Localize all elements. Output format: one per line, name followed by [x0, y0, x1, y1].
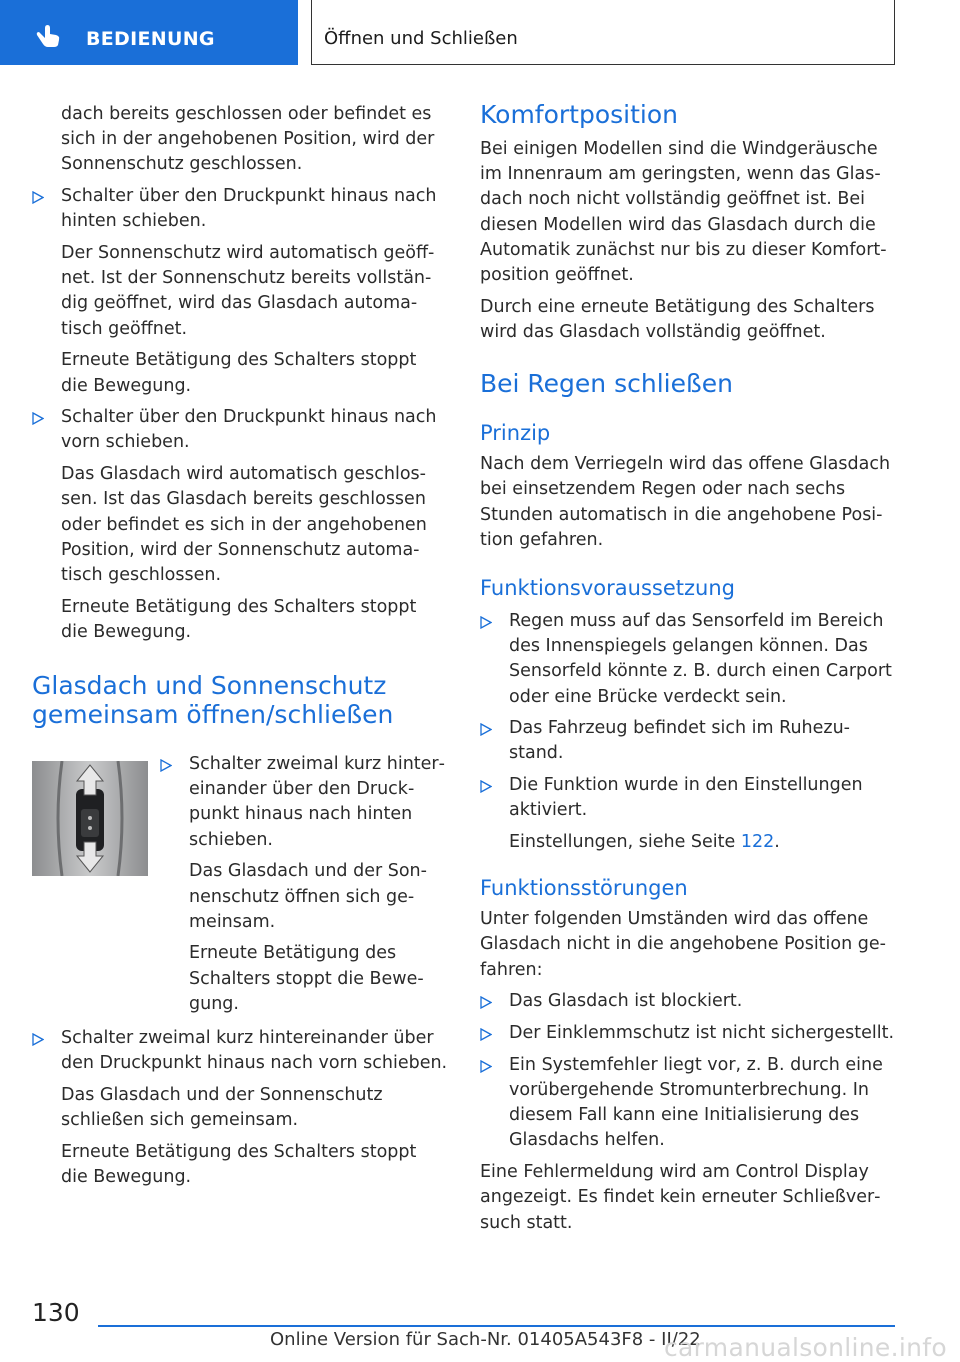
triangle-bullet-icon [480, 1028, 492, 1041]
section-heading: Glasdach und Sonnenschutz gemeinsam öffnen/schließen [32, 671, 394, 730]
triangle-bullet-icon [32, 1033, 44, 1046]
subsection-heading: Funktionsstörungen [480, 876, 688, 901]
footer-divider [98, 1325, 895, 1327]
chapter-title-box [311, 0, 895, 65]
paragraph: Durch eine erneute Betätigung des Schalters wird das Glasdach vollständig geöffnet. [480, 296, 875, 342]
list-item: Schalter über den Druckpunkt hinaus nach vorn schieben. Das Glasdach wird automatisch geschlos‐ sen. Ist das Glasdach bereits geschlossen oder befindet es sich in der angehobenen Position, wird der Sonnenschutz automa‐ tisch geschlossen. Erneute Betätigung des Schalters stoppt die Bewegung. [32, 405, 452, 645]
subsection-heading: Prinzip [480, 421, 551, 446]
sunroof-switch-image [32, 761, 148, 876]
list-item: Schalter über den Druckpunkt hinaus nach hinten schieben. Der Sonnenschutz wird automatisch geöff‐ net. Ist der Sonnenschutz bereits vollstän‐ dig geöffnet, wird das Glasdach automa‐ tisch geöffnet. Erneute Betätigung des Schalters stoppt die Bewegung. [32, 184, 452, 399]
intro-paragraph: dach bereits geschlossen oder befindet es sich in der angehobenen Position, wird der Sonnenschutz geschlossen. [61, 104, 435, 175]
section-label: BEDIENUNG [86, 28, 215, 50]
list-item: Der Einklemmschutz ist nicht sichergestellt. [480, 1021, 900, 1046]
left-column [32, 102, 452, 729]
paragraph: Eine Fehlermeldung wird am Control Display angezeigt. Es findet kein erneuter Schließver‐ such statt. [480, 1162, 881, 1233]
paragraph: Bei einigen Modellen sind die Windgeräusche im Innenraum am geringsten, wenn das Glas‐ dach noch nicht vollständig geöffnet ist. Bei diesen Modellen wird das Glasdach durch die Automatik zunächst nur bis zu dieser Komfort‐ position geöffnet. [480, 139, 887, 286]
triangle-bullet-icon [32, 412, 44, 425]
list-item: Ein Systemfehler liegt vor, z. B. durch eine vorübergehende Stromunterbrechung. In diesem Fall kann eine Initialisierung des Glasdachs helfen. [480, 1053, 900, 1154]
watermark: carmanualsonline.info [664, 1333, 947, 1362]
chapter-title: Öffnen und Schließen [324, 28, 518, 49]
triangle-bullet-icon [480, 723, 492, 736]
list-item: Das Fahrzeug befindet sich im Ruhezu‐ stand. [480, 716, 900, 766]
paragraph: Nach dem Verriegeln wird das offene Glasdach bei einsetzendem Regen oder nach sechs Stunden automatisch in die angehobene Posi‐ tion gefahren. [480, 454, 891, 550]
section-heading: Bei Regen schließen [480, 369, 733, 399]
triangle-bullet-icon [32, 191, 44, 204]
list-item: Regen muss auf das Sensorfeld im Bereich des Innenspiegels gelangen können. Das Sensorfeld könnte z. B. durch einen Carport oder eine Brücke verdeckt sein. [480, 609, 900, 710]
subsection-heading: Funktionsvoraussetzung [480, 575, 735, 600]
list-item: Schalter zweimal kurz hintereinander über den Druckpunkt hinaus nach vorn schieben. Das Glasdach und der Sonnenschutz schließen sich gemeinsam. Erneute Betätigung des Schalters stoppt die Bewegung. [32, 1026, 457, 1190]
triangle-bullet-icon [480, 1060, 492, 1073]
online-version-note: Online Version für Sach-Nr. 01405A543F8 - II/22 [270, 1329, 701, 1350]
list-item: Die Funktion wurde in den Einstellungen aktiviert. Einstellungen, siehe Seite 122. [480, 773, 900, 855]
section-heading: Komfortposition [480, 100, 678, 129]
section-tab[interactable] [0, 0, 298, 65]
triangle-bullet-icon [480, 780, 492, 793]
figure-caption-list [160, 752, 450, 1024]
paragraph: Unter folgenden Umständen wird das offene Glasdach nicht in die angehobene Position ge‐ fahren: [480, 909, 886, 980]
hand-pointer-icon [36, 24, 62, 48]
right-column [480, 100, 900, 1242]
left-column-bottom [32, 1026, 457, 1197]
list-item: Schalter zweimal kurz hinter‐ einander über den Druck‐ punkt hinaus nach hinten schieben. Das Glasdach und der Son‐ nenschutz öffnen sich ge‐ meinsam. Erneute Betätigung des Schalters stoppt die Bewe‐ gung. [160, 752, 450, 1017]
triangle-bullet-icon [480, 616, 492, 629]
switch-illustration [32, 761, 148, 876]
page-reference-link[interactable]: 122 [740, 832, 775, 853]
list-item: Das Glasdach ist blockiert. [480, 989, 900, 1014]
triangle-bullet-icon [480, 996, 492, 1009]
triangle-bullet-icon [160, 759, 172, 772]
page-number: 130 [32, 1298, 80, 1327]
